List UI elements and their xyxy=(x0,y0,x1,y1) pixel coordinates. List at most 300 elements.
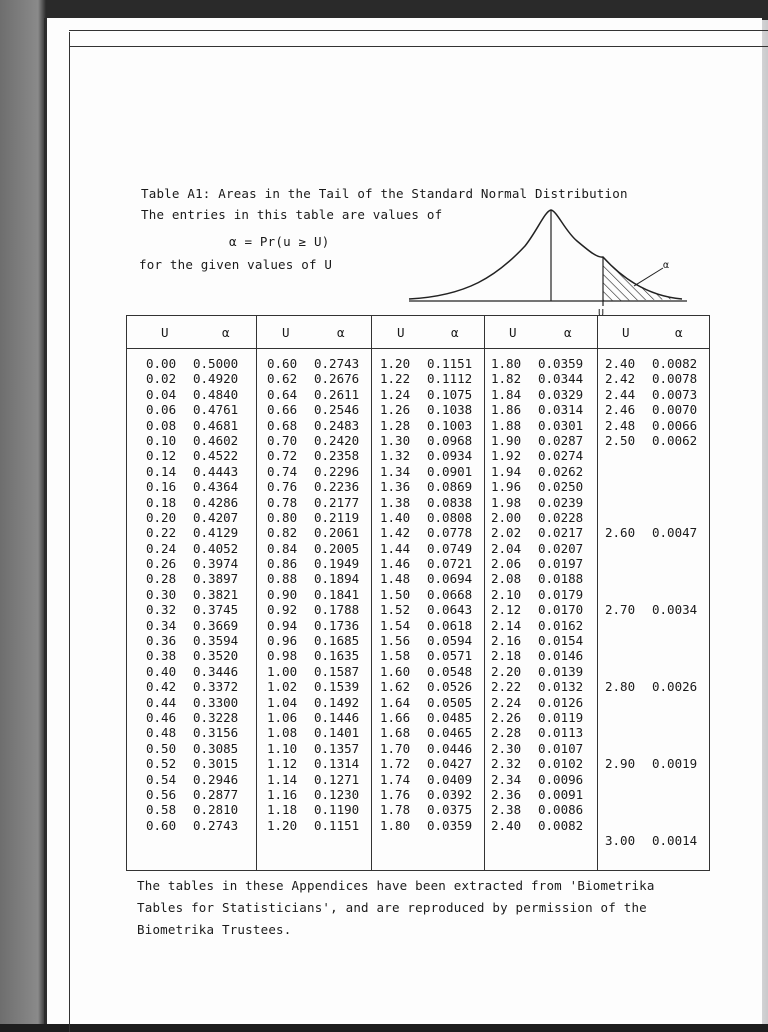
u-value: 1.96 xyxy=(491,479,522,495)
table-row xyxy=(146,418,238,433)
u-value: 2.06 xyxy=(491,556,522,572)
alpha-value: 0.2743 xyxy=(193,817,239,833)
u-value: 2.46 xyxy=(605,402,636,418)
u-value: 0.22 xyxy=(146,525,177,541)
u-value: 2.22 xyxy=(491,679,522,695)
table-row xyxy=(267,756,359,771)
table-row xyxy=(605,356,697,371)
u-value: 0.12 xyxy=(146,448,177,464)
u-value: 2.30 xyxy=(491,740,522,756)
table-row xyxy=(146,556,238,571)
table-row xyxy=(267,525,359,540)
table-row xyxy=(605,679,697,694)
alpha-value: 0.1314 xyxy=(314,756,360,772)
table-row xyxy=(491,418,583,433)
alpha-value: 0.1038 xyxy=(427,402,473,418)
alpha-value: 0.0019 xyxy=(652,756,698,772)
table-row xyxy=(267,633,359,648)
table-row xyxy=(267,679,359,694)
table-row xyxy=(605,479,697,494)
alpha-value: 0.0239 xyxy=(538,494,584,510)
table-row xyxy=(146,587,238,602)
table-row xyxy=(605,802,697,817)
u-value: 1.24 xyxy=(380,386,411,402)
u-value: 0.30 xyxy=(146,586,177,602)
alpha-value: 0.0287 xyxy=(538,432,584,448)
alpha-value: 0.0838 xyxy=(427,494,473,510)
alpha-value: 0.0262 xyxy=(538,463,584,479)
u-value: 1.90 xyxy=(491,432,522,448)
alpha-value: 0.0968 xyxy=(427,432,473,448)
alpha-value: 0.1587 xyxy=(314,663,360,679)
table-row xyxy=(146,818,238,833)
u-value: 0.62 xyxy=(267,371,298,387)
table-row xyxy=(380,633,472,648)
alpha-value: 0.2546 xyxy=(314,402,360,418)
u-value: 1.38 xyxy=(380,494,411,510)
alpha-value: 0.3821 xyxy=(193,586,239,602)
table-row xyxy=(491,541,583,556)
table-row xyxy=(605,433,697,448)
header-alpha-1: α xyxy=(222,325,230,340)
table-row xyxy=(146,772,238,787)
u-value: 2.02 xyxy=(491,525,522,541)
u-value: 1.78 xyxy=(380,802,411,818)
table-row xyxy=(146,371,238,386)
alpha-value: 0.5000 xyxy=(193,356,239,371)
table-row xyxy=(605,402,697,417)
table-row xyxy=(380,387,472,402)
alpha-value: 0.0162 xyxy=(538,617,584,633)
alpha-value: 0.0778 xyxy=(427,525,473,541)
footer-line-3: Biometrika Trustees. xyxy=(137,922,292,937)
table-row xyxy=(491,448,583,463)
alpha-value: 0.4052 xyxy=(193,540,239,556)
table-row xyxy=(491,387,583,402)
header-u-5: U xyxy=(622,325,630,340)
table-row xyxy=(380,618,472,633)
u-value: 2.36 xyxy=(491,786,522,802)
alpha-value: 0.1736 xyxy=(314,617,360,633)
table-row xyxy=(267,495,359,510)
u-value: 1.10 xyxy=(267,740,298,756)
alpha-value: 0.0808 xyxy=(427,509,473,525)
u-value: 1.22 xyxy=(380,371,411,387)
alpha-value: 0.0344 xyxy=(538,371,584,387)
table-row xyxy=(491,602,583,617)
u-value: 1.84 xyxy=(491,386,522,402)
alpha-value: 0.1271 xyxy=(314,771,360,787)
table-row xyxy=(380,587,472,602)
u-value: 2.50 xyxy=(605,432,636,448)
table-subtitle: The entries in this table are values of xyxy=(141,207,443,222)
table-row xyxy=(146,679,238,694)
alpha-value: 0.1446 xyxy=(314,709,360,725)
u-value: 1.02 xyxy=(267,679,298,695)
u-value: 0.16 xyxy=(146,479,177,495)
table-row xyxy=(491,371,583,386)
u-value: 0.74 xyxy=(267,463,298,479)
alpha-value: 0.2676 xyxy=(314,371,360,387)
table-row xyxy=(267,664,359,679)
table-row xyxy=(267,479,359,494)
u-value: 1.80 xyxy=(380,817,411,833)
header-u-4: U xyxy=(509,325,517,340)
u-value: 2.00 xyxy=(491,509,522,525)
table-column-5 xyxy=(605,356,697,849)
col-divider-4 xyxy=(597,316,598,870)
normal-curve-diagram xyxy=(407,206,697,316)
alpha-value: 0.2420 xyxy=(314,432,360,448)
col-divider-2 xyxy=(371,316,372,870)
u-value: 0.24 xyxy=(146,540,177,556)
table-row xyxy=(267,787,359,802)
table-row xyxy=(380,725,472,740)
alpha-value: 0.0329 xyxy=(538,386,584,402)
normal-distribution-table xyxy=(126,315,710,871)
alpha-value: 0.0694 xyxy=(427,571,473,587)
table-row xyxy=(605,648,697,663)
table-row xyxy=(146,710,238,725)
u-value: 0.72 xyxy=(267,448,298,464)
table-row xyxy=(146,541,238,556)
table-row xyxy=(491,695,583,710)
alpha-value: 0.0228 xyxy=(538,509,584,525)
u-value: 0.20 xyxy=(146,509,177,525)
alpha-value: 0.1357 xyxy=(314,740,360,756)
alpha-value: 0.3897 xyxy=(193,571,239,587)
u-value: 0.28 xyxy=(146,571,177,587)
table-row xyxy=(380,556,472,571)
header-u-2: U xyxy=(282,325,290,340)
alpha-value: 0.0668 xyxy=(427,586,473,602)
table-row xyxy=(146,448,238,463)
u-value: 0.94 xyxy=(267,617,298,633)
alpha-value: 0.3745 xyxy=(193,602,239,618)
alpha-value: 0.4522 xyxy=(193,448,239,464)
table-column-2 xyxy=(267,356,359,833)
u-value: 0.82 xyxy=(267,525,298,541)
header-alpha-5: α xyxy=(675,325,683,340)
top-rule-inner xyxy=(69,46,768,47)
table-row xyxy=(380,433,472,448)
u-value: 0.02 xyxy=(146,371,177,387)
table-row xyxy=(380,695,472,710)
u-value: 0.52 xyxy=(146,756,177,772)
book-page xyxy=(44,18,762,1024)
table-row xyxy=(491,556,583,571)
table-row xyxy=(491,433,583,448)
alpha-value: 0.0047 xyxy=(652,525,698,541)
table-row xyxy=(491,479,583,494)
alpha-value: 0.0073 xyxy=(652,386,698,402)
curve-u-label: U xyxy=(598,308,605,319)
u-value: 2.18 xyxy=(491,648,522,664)
alpha-value: 0.0427 xyxy=(427,756,473,772)
table-row xyxy=(605,571,697,586)
table-row xyxy=(146,633,238,648)
alpha-value: 0.2119 xyxy=(314,509,360,525)
alpha-value: 0.0034 xyxy=(652,602,698,618)
u-value: 2.16 xyxy=(491,633,522,649)
u-value: 1.44 xyxy=(380,540,411,556)
u-value: 1.20 xyxy=(380,356,411,371)
table-row xyxy=(491,772,583,787)
footer-line-2: Tables for Statisticians', and are reproduced by permission of the xyxy=(137,900,647,915)
alpha-value: 0.3669 xyxy=(193,617,239,633)
u-value: 0.60 xyxy=(146,817,177,833)
table-row xyxy=(491,510,583,525)
alpha-value: 0.0314 xyxy=(538,402,584,418)
table-row xyxy=(605,833,697,848)
table-row xyxy=(146,695,238,710)
table-column-4 xyxy=(491,356,583,833)
u-value: 1.54 xyxy=(380,617,411,633)
alpha-value: 0.4443 xyxy=(193,463,239,479)
table-row xyxy=(267,387,359,402)
table-row xyxy=(491,802,583,817)
given-values-text: for the given values of U xyxy=(139,257,333,272)
alpha-value: 0.0359 xyxy=(538,356,584,371)
alpha-value: 0.3085 xyxy=(193,740,239,756)
table-row xyxy=(380,802,472,817)
alpha-value: 0.0107 xyxy=(538,740,584,756)
table-row xyxy=(605,525,697,540)
tail-area-hatch xyxy=(603,257,682,301)
table-row xyxy=(380,495,472,510)
alpha-value: 0.0721 xyxy=(427,556,473,572)
u-value: 1.40 xyxy=(380,509,411,525)
table-row xyxy=(491,710,583,725)
alpha-value: 0.1894 xyxy=(314,571,360,587)
alpha-value: 0.0643 xyxy=(427,602,473,618)
u-value: 0.70 xyxy=(267,432,298,448)
table-row xyxy=(267,818,359,833)
bell-curve xyxy=(409,210,682,299)
alpha-value: 0.1841 xyxy=(314,586,360,602)
alpha-value: 0.0571 xyxy=(427,648,473,664)
table-row xyxy=(380,818,472,833)
table-row xyxy=(491,571,583,586)
table-column-1 xyxy=(146,356,238,833)
u-value: 1.74 xyxy=(380,771,411,787)
formula: α = Pr(u ≥ U) xyxy=(229,234,330,249)
alpha-value: 0.0217 xyxy=(538,525,584,541)
table-row xyxy=(380,756,472,771)
u-value: 0.04 xyxy=(146,386,177,402)
u-value: 1.08 xyxy=(267,725,298,741)
u-value: 1.12 xyxy=(267,756,298,772)
table-row xyxy=(267,725,359,740)
alpha-value: 0.2061 xyxy=(314,525,360,541)
alpha-value: 0.0869 xyxy=(427,479,473,495)
table-row xyxy=(605,725,697,740)
u-value: 1.06 xyxy=(267,709,298,725)
u-value: 0.86 xyxy=(267,556,298,572)
table-row xyxy=(491,402,583,417)
u-value: 0.96 xyxy=(267,633,298,649)
table-row xyxy=(146,802,238,817)
curve-alpha-label: α xyxy=(663,260,670,271)
alpha-value: 0.0132 xyxy=(538,679,584,695)
u-value: 0.26 xyxy=(146,556,177,572)
u-value: 0.06 xyxy=(146,402,177,418)
u-value: 1.68 xyxy=(380,725,411,741)
table-row xyxy=(491,818,583,833)
table-row xyxy=(491,495,583,510)
u-value: 1.34 xyxy=(380,463,411,479)
alpha-value: 0.1151 xyxy=(314,817,360,833)
table-row xyxy=(267,433,359,448)
table-row xyxy=(605,633,697,648)
table-row xyxy=(146,571,238,586)
alpha-value: 0.0082 xyxy=(538,817,584,833)
table-row xyxy=(146,464,238,479)
table-row xyxy=(146,741,238,756)
table-row xyxy=(380,679,472,694)
table-row xyxy=(491,679,583,694)
table-row xyxy=(380,418,472,433)
table-row xyxy=(491,664,583,679)
alpha-value: 0.2743 xyxy=(314,356,360,371)
table-row xyxy=(380,710,472,725)
alpha-value: 0.1401 xyxy=(314,725,360,741)
u-value: 1.42 xyxy=(380,525,411,541)
table-row xyxy=(605,772,697,787)
alpha-value: 0.0154 xyxy=(538,633,584,649)
alpha-value: 0.4286 xyxy=(193,494,239,510)
alpha-value: 0.0078 xyxy=(652,371,698,387)
table-row xyxy=(267,772,359,787)
u-value: 1.86 xyxy=(491,402,522,418)
alpha-value: 0.1539 xyxy=(314,679,360,695)
alpha-value: 0.1230 xyxy=(314,786,360,802)
footer-line-1: The tables in these Appendices have been extracted from 'Biometrika xyxy=(137,878,655,893)
table-row xyxy=(267,418,359,433)
table-row xyxy=(380,448,472,463)
table-row xyxy=(605,418,697,433)
alpha-value: 0.4129 xyxy=(193,525,239,541)
table-row xyxy=(380,356,472,371)
u-value: 1.20 xyxy=(267,817,298,833)
table-row xyxy=(605,787,697,802)
u-value: 0.88 xyxy=(267,571,298,587)
u-value: 1.04 xyxy=(267,694,298,710)
alpha-value: 0.2236 xyxy=(314,479,360,495)
header-alpha-4: α xyxy=(564,325,572,340)
table-row xyxy=(380,402,472,417)
table-row xyxy=(605,818,697,833)
u-value: 0.58 xyxy=(146,802,177,818)
u-value: 0.90 xyxy=(267,586,298,602)
u-value: 0.98 xyxy=(267,648,298,664)
u-value: 1.64 xyxy=(380,694,411,710)
header-alpha-3: α xyxy=(451,325,459,340)
u-value: 2.26 xyxy=(491,709,522,725)
alpha-value: 0.0126 xyxy=(538,694,584,710)
table-row xyxy=(380,772,472,787)
u-value: 1.30 xyxy=(380,432,411,448)
alpha-value: 0.0392 xyxy=(427,786,473,802)
u-value: 2.10 xyxy=(491,586,522,602)
alpha-value: 0.2611 xyxy=(314,386,360,402)
table-row xyxy=(491,648,583,663)
alpha-value: 0.0749 xyxy=(427,540,473,556)
table-row xyxy=(380,541,472,556)
u-value: 0.50 xyxy=(146,740,177,756)
u-value: 1.16 xyxy=(267,786,298,802)
table-row xyxy=(605,371,697,386)
alpha-value: 0.0139 xyxy=(538,663,584,679)
table-row xyxy=(146,618,238,633)
u-value: 0.92 xyxy=(267,602,298,618)
u-value: 0.80 xyxy=(267,509,298,525)
alpha-value: 0.1003 xyxy=(427,417,473,433)
alpha-value: 0.0274 xyxy=(538,448,584,464)
table-row xyxy=(380,464,472,479)
alpha-value: 0.4602 xyxy=(193,432,239,448)
table-row xyxy=(605,710,697,725)
alpha-value: 0.0526 xyxy=(427,679,473,695)
table-row xyxy=(605,664,697,679)
table-row xyxy=(146,495,238,510)
alpha-value: 0.0207 xyxy=(538,540,584,556)
alpha-value: 0.0113 xyxy=(538,725,584,741)
u-value: 2.20 xyxy=(491,663,522,679)
u-value: 1.32 xyxy=(380,448,411,464)
u-value: 1.98 xyxy=(491,494,522,510)
alpha-value: 0.2877 xyxy=(193,786,239,802)
table-row xyxy=(491,633,583,648)
table-row xyxy=(267,356,359,371)
alpha-value: 0.0359 xyxy=(427,817,473,833)
table-row xyxy=(491,525,583,540)
alpha-value: 0.4840 xyxy=(193,386,239,402)
u-value: 1.00 xyxy=(267,663,298,679)
alpha-value: 0.0197 xyxy=(538,556,584,572)
table-row xyxy=(380,741,472,756)
col-divider-1 xyxy=(256,316,257,870)
u-value: 0.46 xyxy=(146,709,177,725)
alpha-value: 0.4681 xyxy=(193,417,239,433)
alpha-value: 0.2810 xyxy=(193,802,239,818)
table-row xyxy=(146,510,238,525)
table-row xyxy=(267,510,359,525)
table-row xyxy=(605,587,697,602)
table-row xyxy=(380,648,472,663)
table-row xyxy=(380,525,472,540)
table-row xyxy=(146,387,238,402)
header-u-1: U xyxy=(161,325,169,340)
u-value: 2.90 xyxy=(605,756,636,772)
u-value: 2.70 xyxy=(605,602,636,618)
u-value: 1.60 xyxy=(380,663,411,679)
table-row xyxy=(267,648,359,663)
table-row xyxy=(491,756,583,771)
alpha-value: 0.0119 xyxy=(538,709,584,725)
table-row xyxy=(267,556,359,571)
alpha-value: 0.0082 xyxy=(652,356,698,371)
alpha-value: 0.2296 xyxy=(314,463,360,479)
table-row xyxy=(491,587,583,602)
table-row xyxy=(605,448,697,463)
u-value: 1.66 xyxy=(380,709,411,725)
u-value: 2.42 xyxy=(605,371,636,387)
alpha-value: 0.4761 xyxy=(193,402,239,418)
table-row xyxy=(380,371,472,386)
u-value: 0.84 xyxy=(267,540,298,556)
alpha-value: 0.0062 xyxy=(652,432,698,448)
